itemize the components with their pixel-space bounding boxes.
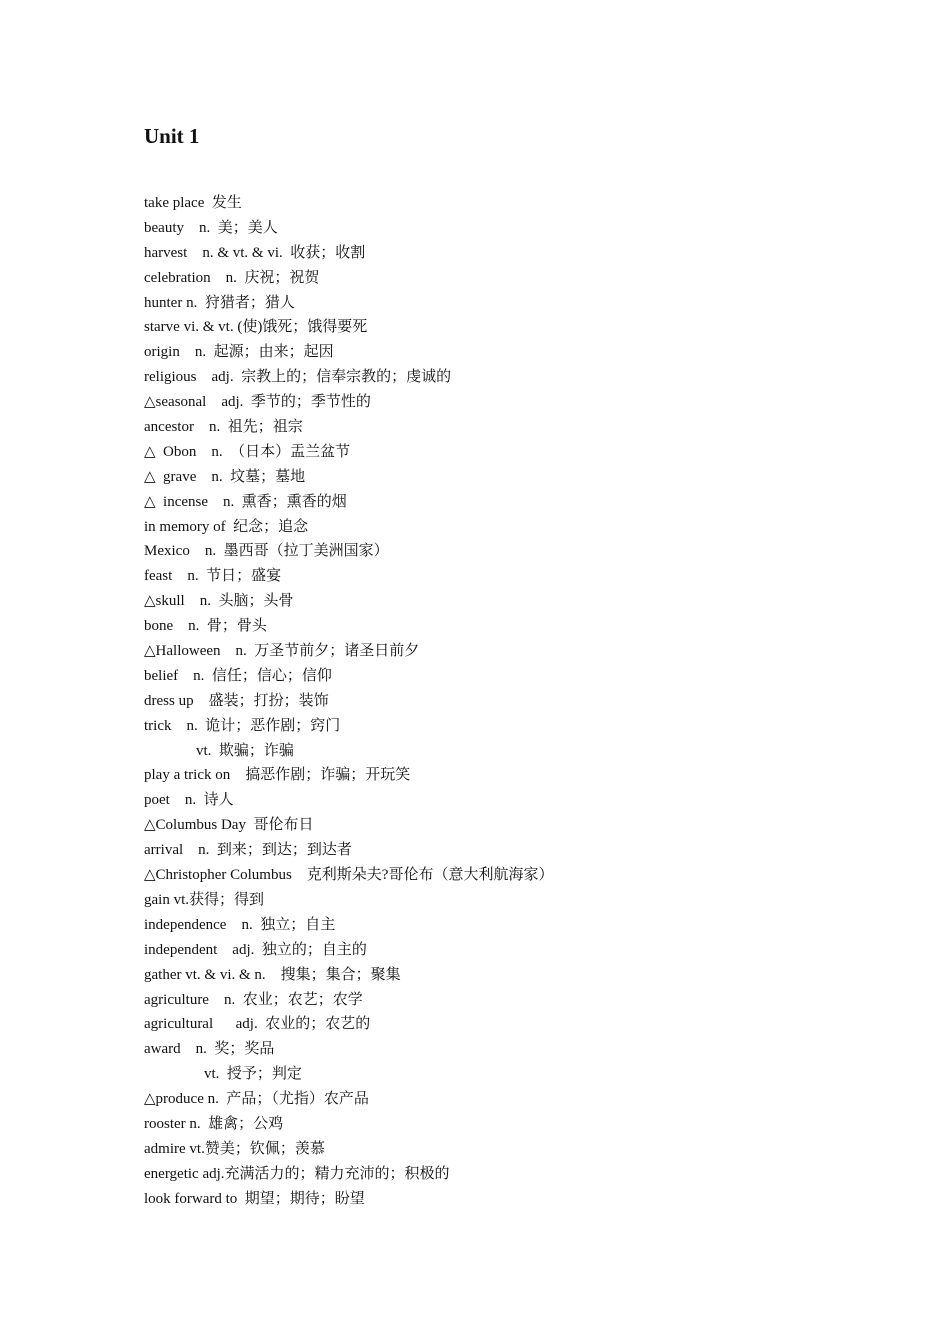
vocab-entry: △Columbus Day 哥伦布日 — [144, 817, 314, 834]
vocabulary-list — [144, 191, 864, 1212]
vocab-entry: △seasonal adj. 季节的；季节性的 — [144, 394, 371, 411]
vocab-entry: △ incense n. 熏香；熏香的烟 — [144, 493, 347, 510]
vocab-entry: bone n. 骨；骨头 — [144, 618, 267, 635]
vocab-entry: beauty n. 美；美人 — [144, 219, 278, 236]
vocab-entry: △Halloween n. 万圣节前夕；诸圣日前夕 — [144, 643, 420, 660]
vocab-entry: arrival n. 到来；到达；到达者 — [144, 842, 352, 859]
vocab-entry: feast n. 节日；盛宴 — [144, 568, 282, 585]
vocab-entry: harvest n. & vt. & vi. 收获；收割 — [144, 244, 366, 261]
vocab-entry: celebration n. 庆祝；祝贺 — [144, 269, 320, 286]
vocab-entry: award n. 奖；奖品 — [144, 1041, 275, 1058]
vocab-entry: independent adj. 独立的；自主的 — [144, 941, 367, 958]
vocab-entry: hunter n. 狩猎者；猎人 — [144, 294, 295, 311]
vocab-entry: trick n. 诡计；恶作剧；窍门 — [144, 717, 341, 734]
vocab-entry: △ Obon n. （日本）盂兰盆节 — [144, 443, 351, 460]
vocab-entry: dress up 盛装；打扮；装饰 — [144, 692, 329, 709]
vocab-entry: agricultural adj. 农业的；农艺的 — [144, 1016, 371, 1033]
vocab-entry: gain vt.获得；得到 — [144, 891, 264, 908]
vocab-entry: △produce n. 产品；（尤指）农产品 — [144, 1091, 369, 1108]
vocab-entry: independence n. 独立；自主 — [144, 916, 336, 933]
vocab-entry: agriculture n. 农业；农艺；农学 — [144, 991, 363, 1008]
vocab-entry: vt. 授予；判定 — [204, 1066, 302, 1083]
vocab-entry: △ grave n. 坟墓；墓地 — [144, 468, 306, 485]
vocab-entry: starve vi. & vt. (使)饿死；饿得要死 — [144, 319, 368, 336]
vocab-entry: look forward to 期望；期待；盼望 — [144, 1190, 365, 1207]
vocab-entry: Mexico n. 墨西哥（拉丁美洲国家） — [144, 543, 389, 560]
vocab-entry: vt. 欺骗；诈骗 — [196, 742, 294, 759]
vocab-entry: play a trick on 搞恶作剧；诈骗；开玩笑 — [144, 767, 411, 784]
vocab-entry: ancestor n. 祖先；祖宗 — [144, 419, 303, 436]
vocab-entry: gather vt. & vi. & n. 搜集；集合；聚集 — [144, 966, 401, 983]
vocab-entry: take place 发生 — [144, 195, 242, 211]
vocab-entry: religious adj. 宗教上的；信奉宗教的；虔诚的 — [144, 369, 452, 386]
vocab-entry: rooster n. 雄禽；公鸡 — [144, 1115, 284, 1132]
vocab-entry: belief n. 信任；信心；信仰 — [144, 667, 332, 684]
vocab-entry: in memory of 纪念；追念 — [144, 518, 309, 535]
vocab-entry: △skull n. 头脑；头骨 — [144, 593, 294, 610]
vocab-entry: poet n. 诗人 — [144, 792, 234, 809]
unit-title: Unit 1 — [144, 124, 200, 148]
vocab-entry: admire vt.赞美；钦佩；羡慕 — [144, 1140, 325, 1157]
vocab-entry: △Christopher Columbus 克利斯朵夫?哥伦布（意大利航海家） — [144, 867, 554, 884]
vocab-entry: origin n. 起源；由来；起因 — [144, 344, 334, 361]
vocab-entry: energetic adj.充满活力的；精力充沛的；积极的 — [144, 1165, 450, 1182]
